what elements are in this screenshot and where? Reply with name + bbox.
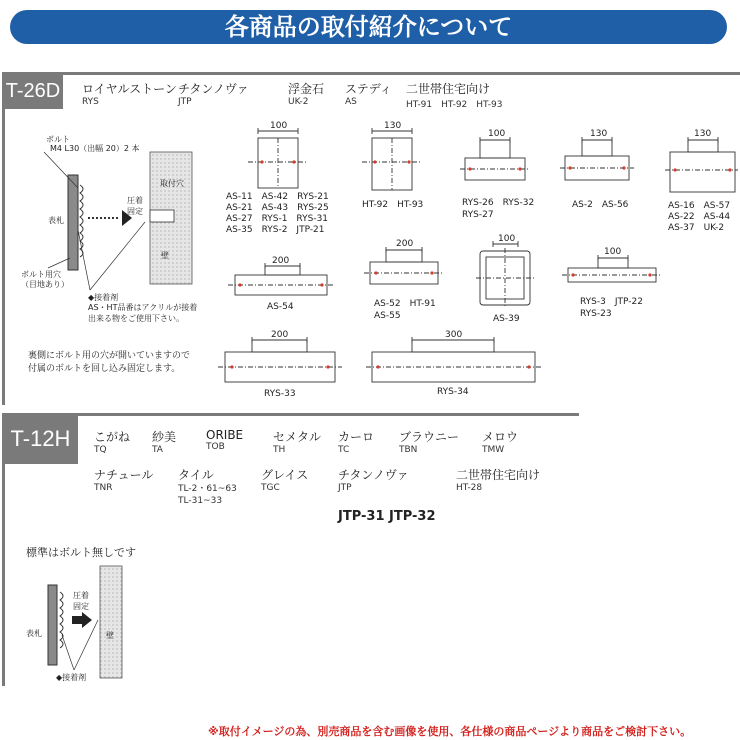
- product-code: TQ: [94, 445, 107, 455]
- product-code: TC: [338, 445, 350, 455]
- page-title-banner: 各商品の取付紹介について: [10, 10, 727, 44]
- product-name: チタンノヴァ: [178, 82, 249, 96]
- product-name: 浮金石: [288, 82, 325, 96]
- group-label: RYS-26 RYS-32 RYS-27: [462, 198, 535, 220]
- group-label: RYS-34: [437, 387, 469, 397]
- jtp-models: JTP-31 JTP-32: [338, 509, 436, 524]
- t12h-wall-label: 壁: [106, 631, 114, 640]
- product-code: UK-2: [288, 97, 309, 107]
- product-code: HT-28: [456, 483, 483, 493]
- t12h-product-tc: [338, 428, 374, 455]
- product-code: TA: [152, 445, 163, 455]
- product-code: TH: [273, 445, 286, 455]
- product-code: TNR: [94, 483, 113, 493]
- product-name: ナチュール: [94, 468, 154, 482]
- product-code: TOB: [206, 442, 225, 452]
- product-name: 二世帯住宅向け: [456, 468, 541, 482]
- t26d-tag: T-26D: [3, 73, 63, 109]
- back-note: 裏側にボルト用の穴が開いていますので 付属のボルトを回し込み固定します。: [28, 351, 191, 374]
- t12h-adhesive-label: ◆接着剤: [56, 673, 87, 682]
- group-label: AS-2 AS-56: [572, 200, 629, 210]
- product-name: チタンノヴァ: [338, 468, 409, 482]
- dim-label: 300: [445, 330, 463, 340]
- t12h-product-jtp: [338, 466, 409, 493]
- dim-label: 130: [590, 129, 608, 139]
- product-name: メロウ: [482, 430, 519, 444]
- product-name: グレイス: [261, 468, 309, 482]
- product-code: AS: [345, 97, 357, 107]
- group-label: AS-16 AS-57 AS-22 AS-44 AS-37 UK-2: [668, 201, 731, 233]
- t12h-product-tnr: [94, 466, 153, 493]
- press-fix-label: 圧着 固定: [127, 196, 143, 216]
- product-name: ブラウニー: [399, 430, 460, 444]
- t12h-product-tgc: [261, 466, 308, 493]
- product-name: ロイヤルストーン: [82, 82, 177, 96]
- product-name: 紗美: [152, 430, 177, 444]
- t12h-install-diagram: [20, 560, 150, 685]
- group-label: AS-54: [267, 302, 294, 312]
- wall-label: 壁: [161, 251, 169, 260]
- bolt-hole-label: ボルト用穴 （目地あり）: [21, 270, 69, 289]
- dim-label: 200: [272, 256, 290, 266]
- product-code: TBN: [399, 445, 418, 455]
- group-label: RYS-33: [264, 389, 296, 399]
- dim-label: 130: [384, 121, 402, 131]
- product-name: ORIBE: [206, 428, 244, 442]
- product-code: TGC: [261, 483, 280, 493]
- dim-label: 100: [604, 247, 622, 257]
- product-code: JTP: [338, 483, 352, 493]
- front-plate-label: 表札: [48, 216, 64, 225]
- group-label: AS-39: [493, 314, 520, 324]
- dim-label: 130: [694, 129, 712, 139]
- group-label: HT-92 HT-93: [362, 200, 424, 210]
- dim-label: 200: [396, 239, 414, 249]
- t12h-press-fix-label: 圧着 固定: [73, 591, 89, 611]
- t12h-product-tbn: [399, 428, 459, 455]
- bolt-spec-label: M4 L30（出幅 20）2 本: [50, 144, 140, 153]
- t12h-tag: T-12H: [3, 414, 78, 464]
- standard-note: 標準はボルト無しです: [26, 546, 136, 559]
- dim-label: 100: [488, 129, 506, 139]
- group-label: AS-52 HT-91 AS-55: [374, 299, 436, 321]
- dim-label: 100: [270, 121, 288, 131]
- t12h-product-ta: [152, 428, 176, 455]
- adhesive-label: ◆接着剤: [88, 293, 119, 302]
- t12h-product-tmw: [482, 428, 518, 455]
- t12h-product-ht: [456, 466, 540, 493]
- t12h-product-th: [273, 428, 321, 455]
- dim-label: 200: [271, 330, 289, 340]
- bolt-label: ボルト: [46, 135, 70, 144]
- footer-note: ※取付イメージの為、別売商品を含む画像を使用、各仕様の商品ページより商品をご検討下さい。: [208, 725, 692, 738]
- product-code: TL-2・61~63 TL-31~33: [178, 484, 237, 506]
- t12h-product-tl: [178, 466, 237, 507]
- t12h-product-tob: [206, 428, 243, 452]
- product-name: タイル: [178, 468, 214, 482]
- hole-label: 取付穴: [160, 179, 184, 188]
- product-name: セメタル: [273, 430, 322, 444]
- group-label: RYS-3 JTP-22 RYS-23: [580, 297, 643, 319]
- t12h-front-plate-label: 表札: [26, 629, 42, 638]
- product-name: カーロ: [338, 430, 375, 444]
- product-name: こがね: [94, 430, 131, 444]
- product-name: ステディ: [345, 82, 392, 96]
- product-code: RYS: [82, 97, 99, 107]
- adhesive-note: AS・HT品番はアクリルが接着 出来る物をご使用下さい。: [88, 303, 198, 323]
- product-code: TMW: [482, 445, 505, 455]
- product-name: 二世帯住宅向け: [406, 82, 491, 96]
- dim-label: 100: [498, 234, 516, 244]
- product-code: JTP: [178, 97, 192, 107]
- group-label: AS-11 AS-42 RYS-21 AS-21 AS-43 RYS-25 AS-27 RYS-1 RYS-31 AS-35 RYS-2 JTP-21: [226, 192, 329, 235]
- product-code: HT-91 HT-92 HT-93: [406, 100, 503, 110]
- t12h-product-tq: [94, 428, 130, 455]
